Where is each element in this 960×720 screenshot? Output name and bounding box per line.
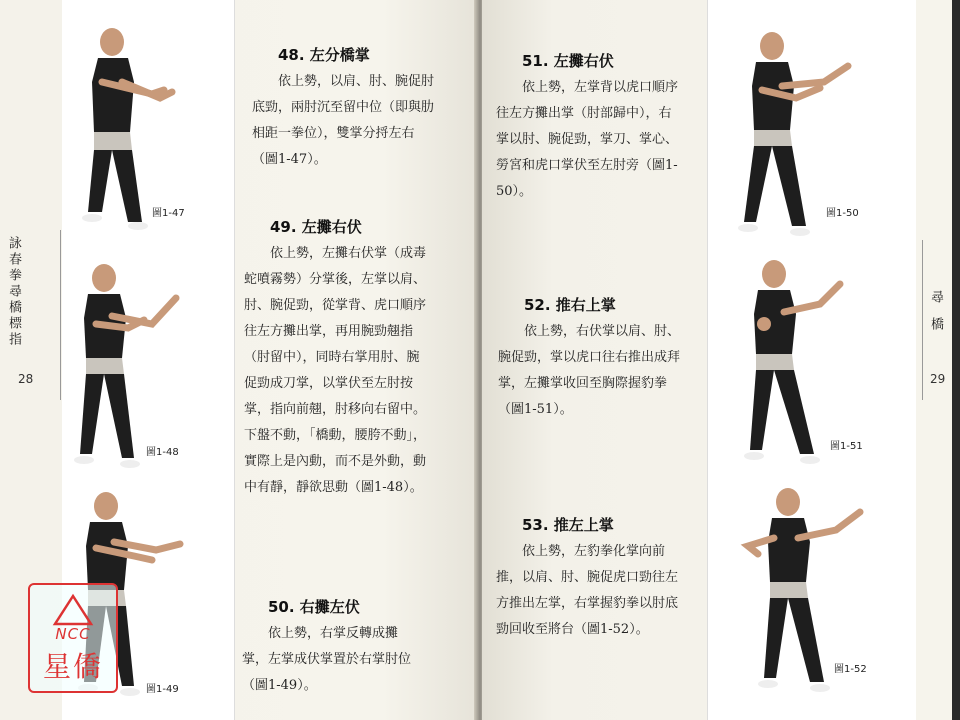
ncc-watermark-logo: [28, 583, 118, 693]
right-running-title: 尋橋: [928, 290, 943, 344]
section-body-wrap: [244, 241, 430, 501]
section-48: [252, 44, 438, 173]
book-edge: [952, 0, 960, 720]
section-51: [496, 50, 682, 205]
section-52: [498, 294, 688, 423]
section-body: 依上勢，左掌背以虎口順序往左方攤出掌（肘部歸中），右掌以肘、腕促勁，掌刀、掌心、勞宮和虎口掌伏至左肘旁（圖1-50）。: [496, 80, 679, 199]
section-title: 53. 推左上掌: [522, 516, 614, 534]
left-sidebar-rule: [60, 230, 61, 400]
section-53: [496, 514, 686, 643]
section-title: 49. 左攤右伏: [270, 218, 362, 236]
left-page-number: 28: [18, 372, 34, 386]
figure-caption: 圖1-47: [152, 208, 185, 219]
section-50: [242, 596, 412, 699]
figure-caption: 圖1-49: [146, 684, 179, 695]
figure-1-48-photo: [72, 258, 192, 473]
section-body-wrap: [496, 75, 682, 205]
section-body: 依上勢，左豹拳化掌向前推，以肩、肘、腕促虎口勁往左方推出左掌，右掌握豹拳以肘底勁回收至將台（圖1-52）。: [496, 544, 679, 637]
watermark-abbr: NCC: [55, 625, 91, 643]
section-title: 50. 右攤左伏: [268, 598, 360, 616]
figure-caption: 圖1-52: [834, 664, 867, 675]
right-page: [482, 0, 952, 720]
figure-caption: 圖1-50: [826, 208, 859, 219]
section-body: 依上勢，右伏掌以肩、肘、腕促勁，掌以虎口往右推出成拜掌，左攤掌收回至胸際握豹拳（圖1-51）。: [498, 324, 681, 417]
section-title: 52. 推右上掌: [524, 296, 616, 314]
figure-caption: 圖1-48: [146, 447, 179, 458]
section-body-wrap: [498, 319, 688, 423]
figure-caption: 圖1-51: [830, 441, 863, 452]
section-body: 依上勢，以肩、肘、腕促肘底勁，兩肘沉至留中位（即與肋相距一拳位），雙掌分捋左右（圖1-47）。: [252, 74, 435, 167]
right-sidebar-rule: [922, 240, 923, 400]
section-body-wrap: [496, 539, 686, 643]
section-body: 依上勢，左攤右伏掌（成毒蛇噴霧勢）分掌後，左掌以肩、肘、腕促勁，從掌背、虎口順序往左方攤出掌，再用腕勁翹指（肘留中），同時右掌用肘、腕促勁成刀掌，以掌伏至左肘按掌，指向前翹，肘移向右留中。下盤不動，「橋動，腰胯不動」，實際上是內動，而不是外動，動中有靜，靜欲思動（圖1-48）。: [244, 246, 427, 495]
section-title: 51. 左攤右伏: [522, 52, 614, 70]
mountain-icon: [52, 593, 94, 627]
section-body: 依上勢，右掌反轉成攤掌，左掌成伏掌置於右掌肘位（圖1-49）。: [242, 626, 412, 693]
section-body-wrap: [252, 69, 438, 173]
right-page-number: 29: [930, 372, 946, 386]
section-title: 48. 左分橋掌: [278, 46, 370, 64]
watermark-name: 星僑: [42, 650, 103, 683]
left-running-title: 詠春拳尋橋標指: [6, 236, 21, 348]
section-49: [244, 216, 430, 501]
section-body-wrap: [242, 621, 412, 699]
